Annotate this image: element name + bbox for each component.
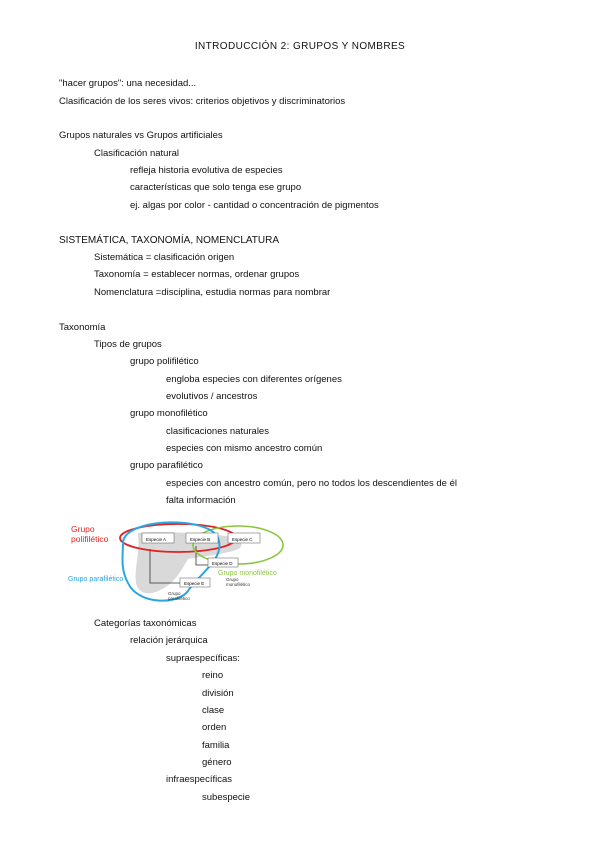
section-heading: SISTEMÁTICA, TAXONOMÍA, NOMENCLATURA bbox=[59, 235, 280, 246]
text-line: subespecie bbox=[202, 792, 251, 803]
text-line: infraespecíficas bbox=[166, 774, 233, 785]
text-line: Nomenclatura =disciplina, estudia normas para nombrar bbox=[94, 287, 331, 298]
text-line: engloba especies con diferentes orígenes bbox=[166, 374, 342, 385]
node-label: Grupo bbox=[226, 577, 239, 582]
text-line: características que solo tenga ese grupo bbox=[130, 182, 302, 193]
node-label: monofilético bbox=[226, 582, 251, 587]
text-line: grupo monofilético bbox=[130, 408, 208, 419]
text-line: Clasificación de los seres vivos: criterios objetivos y discriminatorios bbox=[59, 96, 346, 107]
text-line: familia bbox=[202, 740, 230, 751]
text-line: grupo parafilético bbox=[130, 460, 203, 471]
text-line: supraespecíficas: bbox=[166, 653, 240, 664]
text-line: clase bbox=[202, 705, 225, 716]
node-label: Grupo bbox=[168, 591, 181, 596]
text-line: Tipos de grupos bbox=[94, 339, 162, 350]
section-heading: Taxonomía bbox=[59, 322, 106, 333]
section-heading: Grupos naturales vs Grupos artificiales bbox=[59, 130, 223, 141]
text-line: falta información bbox=[166, 495, 236, 506]
text-line: género bbox=[202, 757, 232, 768]
text-line: orden bbox=[202, 722, 227, 733]
text-line: ej. algas por color - cantidad o concentración de pigmentos bbox=[130, 200, 379, 211]
text-line: grupo polifilético bbox=[130, 356, 199, 367]
text-line: clasificaciones naturales bbox=[166, 426, 269, 437]
polyphyletic-label: polifilético bbox=[71, 534, 109, 544]
species-d-label: Especie D bbox=[212, 561, 233, 566]
species-a-label: Especie A bbox=[146, 537, 167, 542]
species-b-label: Especie B bbox=[190, 537, 211, 542]
species-c-label: Especie C bbox=[232, 537, 253, 542]
text-line: Categorías taxonómicas bbox=[94, 618, 197, 629]
text-line: Clasificación natural bbox=[94, 148, 180, 159]
text-line: relación jerárquica bbox=[130, 635, 208, 646]
phylogenetic-groups-diagram bbox=[68, 513, 288, 608]
text-line: división bbox=[202, 688, 234, 699]
text-line: reino bbox=[202, 670, 224, 681]
monophyletic-label: Grupo monofilético bbox=[218, 570, 277, 577]
text-line: Taxonomía = establecer normas, ordenar grupos bbox=[94, 269, 300, 280]
text-line: refleja historia evolutiva de especies bbox=[130, 165, 283, 176]
text-line: "hacer grupos": una necesidad... bbox=[59, 78, 197, 89]
text-line: Sistemática = clasificación origen bbox=[94, 252, 235, 263]
paraphyletic-label: Grupo parafilético bbox=[68, 576, 124, 583]
node-label: parafilético bbox=[168, 596, 190, 601]
text-line: especies con mismo ancestro común bbox=[166, 443, 323, 454]
species-e-label: Especie E bbox=[184, 581, 205, 586]
text-line: evolutivos / ancestros bbox=[166, 391, 258, 402]
text-line: especies con ancestro común, pero no todos los descendientes de él bbox=[166, 478, 457, 489]
polyphyletic-label: Grupo bbox=[71, 524, 95, 534]
page-title: INTRODUCCIÓN 2: GRUPOS Y NOMBRES bbox=[194, 41, 406, 52]
